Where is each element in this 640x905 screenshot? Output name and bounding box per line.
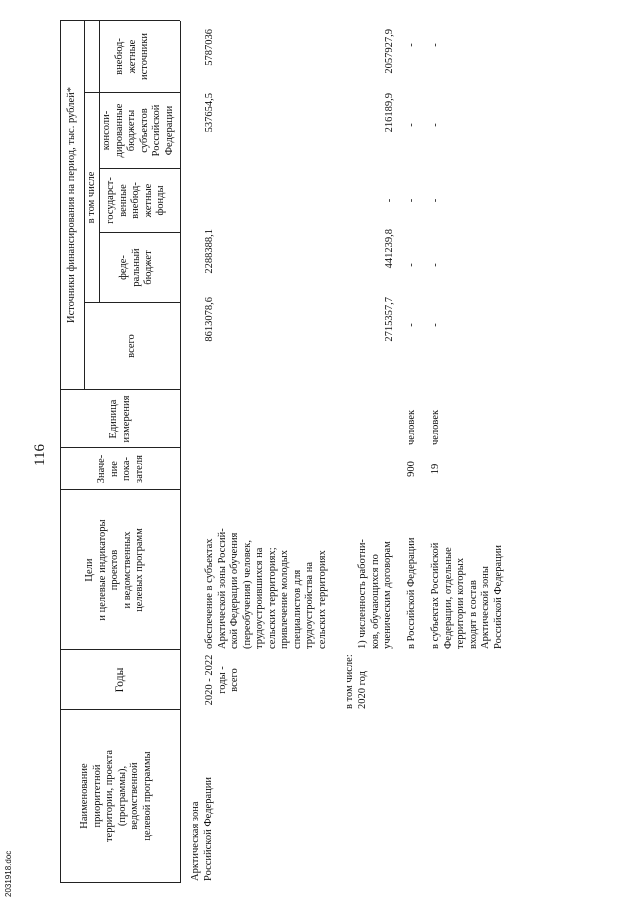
row4-extrabudget: -	[430, 43, 441, 47]
header-unit: Единица измерения	[108, 395, 132, 443]
including-label: в том числе:	[344, 654, 355, 709]
row1-total: 8613078,6	[204, 297, 215, 342]
territory-name: Арктическая зона Российской Федерации	[190, 777, 214, 881]
header-including: в том числе	[86, 171, 97, 224]
row2-state-funds: -	[384, 198, 395, 203]
row2-goal: 1) численность работни- ков, обучающихся по ученическим договорам	[357, 539, 393, 649]
row1-years: 2020 - 2022 годы - всего	[204, 654, 240, 706]
header-sources: Источники финансирования на период, тыс. рублей*	[66, 86, 77, 324]
row1-extrabudget: 5787036	[204, 29, 215, 66]
row4-federal: -	[430, 263, 441, 267]
header-consolidated: консоли- дированные бюджеты субъектов Российской Федерации	[101, 103, 175, 158]
row3-extrabudget: -	[406, 43, 417, 47]
row4-state-funds: -	[430, 198, 441, 203]
row4-consolidated: -	[430, 123, 441, 127]
header-goals: Цели и целевые индикаторы проектов и ведомственных целевых программ	[84, 519, 145, 621]
row4-unit: человек	[430, 409, 441, 445]
header-name: Наименование приоритетной территории, проекта (программы), ведомственной целевой программы	[79, 749, 153, 843]
table-line-top	[60, 21, 61, 883]
row1-federal: 2288388,1	[204, 229, 215, 274]
col-line-1	[60, 709, 180, 710]
row2-year: 2020 год	[357, 671, 368, 709]
row4-goal: в субъектах Российской Федерации, отдельные территории которых входят в состав Арктической зоны Российской Федерации	[430, 542, 504, 649]
table-line-header-bottom	[180, 21, 181, 883]
header-federal: феде- ральный бюджет	[118, 248, 154, 287]
header-extrabudget: внебюд- жетные источники	[114, 33, 150, 80]
row1-goal: обеспечение в субъектах Арктической зоны Россий- ской Федерации обучения (переобучения) человек, трудоустроившихся на сельских территориях; привлечение молодых специалистов для трудоустройства на сельских территориях	[204, 528, 328, 649]
row2-extrabudget: 2057927,9	[384, 29, 395, 74]
col-line-3	[60, 489, 180, 490]
row4-total: -	[430, 323, 441, 327]
table-line-including-sub	[99, 21, 100, 303]
row1-consolidated: 537654,5	[204, 93, 215, 133]
row3-consolidated: -	[406, 123, 417, 127]
col-line-0	[60, 882, 180, 883]
row3-unit: человек	[406, 409, 417, 445]
col-line-4	[60, 447, 180, 448]
row3-state-funds: -	[406, 198, 417, 203]
table-line-sources-sub	[84, 21, 85, 390]
header-years: Годы	[114, 667, 126, 693]
col-line-2	[60, 649, 180, 650]
page-number: 116	[32, 444, 48, 466]
header-state-funds: государст- венные внебюд- жетные фонды	[105, 177, 166, 224]
row3-value: 900	[406, 461, 417, 477]
header-value: Значе- ние пока- зателя	[96, 454, 145, 484]
footer-code: 2031918.doc	[4, 850, 13, 897]
row4-value: 19	[430, 463, 441, 475]
row3-federal: -	[406, 263, 417, 267]
row2-consolidated: 216189,9	[384, 93, 395, 133]
row2-federal: 441239,8	[384, 229, 395, 269]
row2-total: 2715357,7	[384, 297, 395, 342]
row3-goal: в Российской Федерации	[406, 537, 417, 649]
col-line-5	[60, 389, 180, 390]
header-total: всего	[126, 334, 137, 358]
row3-total: -	[406, 323, 417, 327]
